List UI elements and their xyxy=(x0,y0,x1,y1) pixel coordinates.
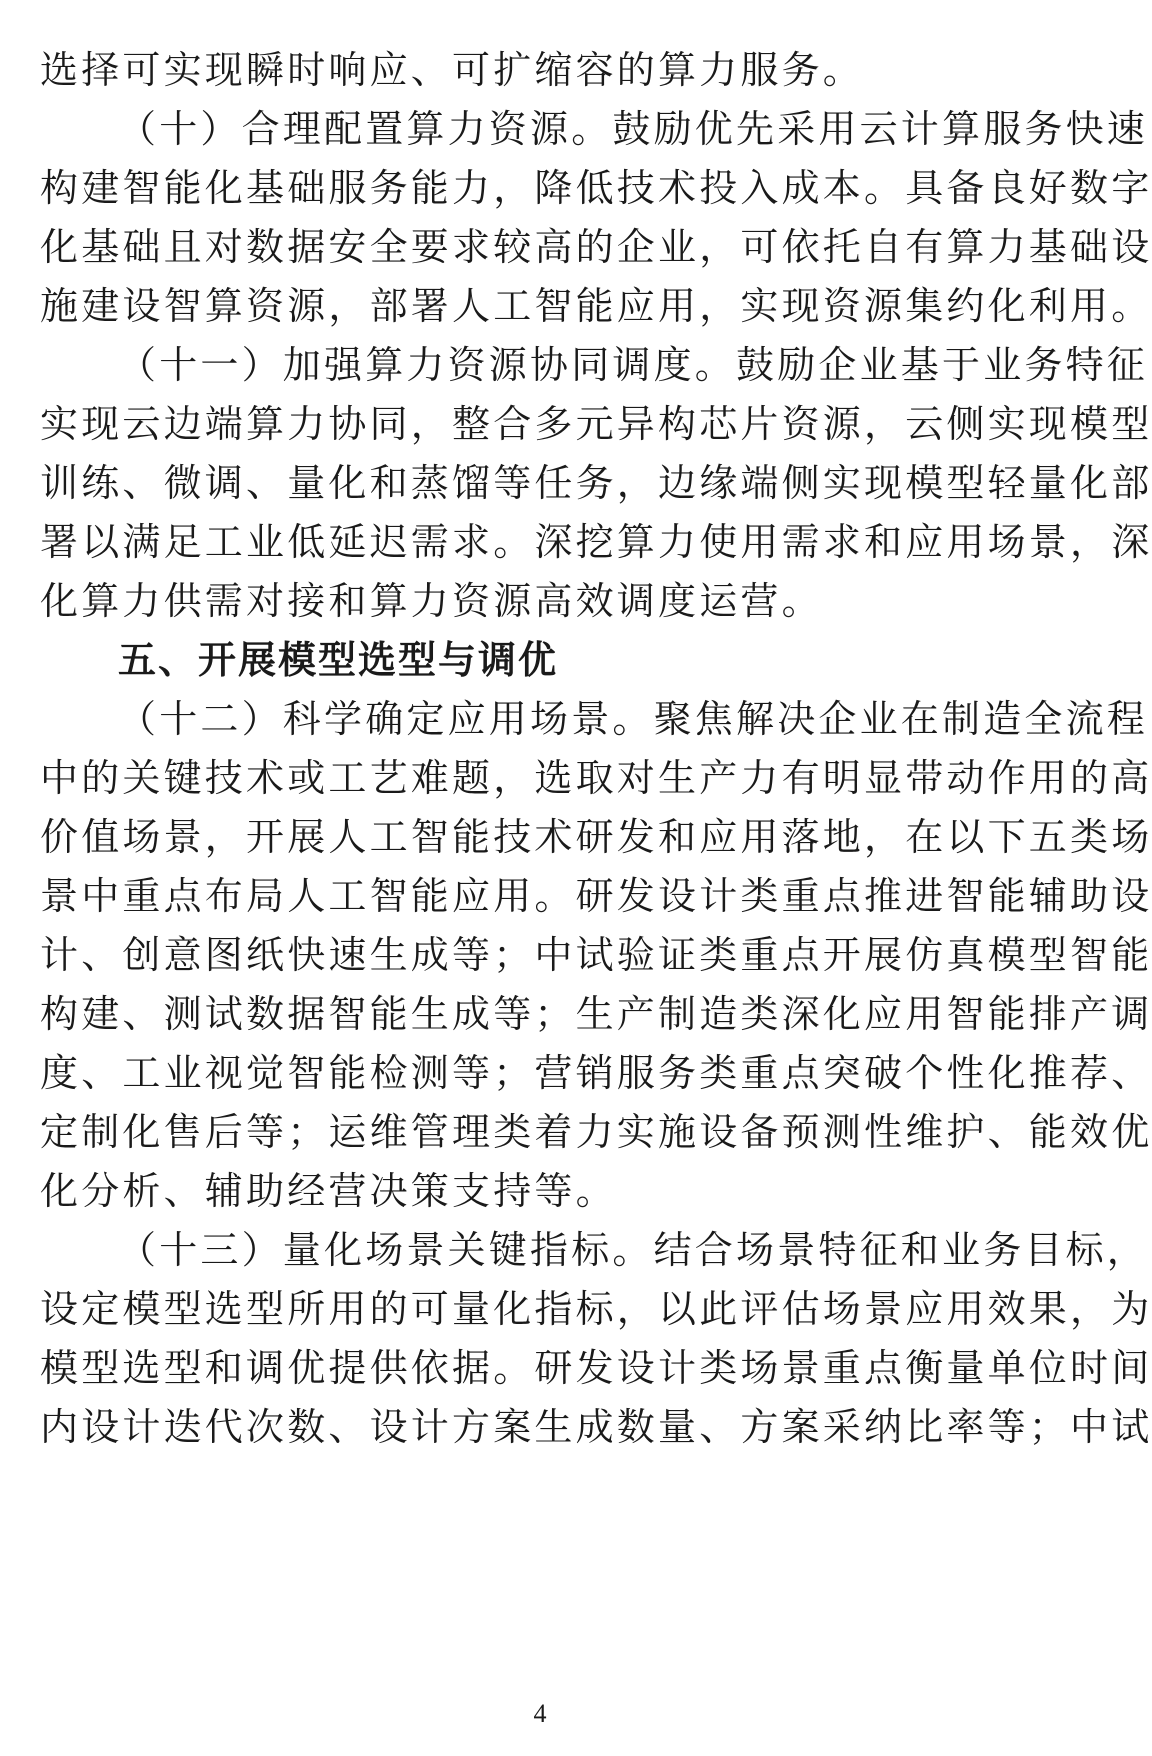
text-line: 化分析、辅助经营决策支持等。 xyxy=(40,1169,617,1213)
text-line: 化算力供需对接和算力资源高效调度运营。 xyxy=(40,579,823,623)
text-line: 度、工业视觉智能检测等；营销服务类重点突破个性化推荐、 xyxy=(40,1051,1152,1095)
text-line: 施建设智算资源，部署人工智能应用，实现资源集约化利用。 xyxy=(40,284,1152,328)
page-number: 4 xyxy=(533,1699,547,1728)
paragraph-12-first-line: （十二）科学确定应用场景。聚焦解决企业在制造全流程 xyxy=(118,697,1149,741)
text-line: 实现云边端算力协同，整合多元异构芯片资源，云侧实现模型 xyxy=(40,402,1152,446)
section-heading: 五、开展模型选型与调优 xyxy=(118,638,559,682)
text-line: 价值场景，开展人工智能技术研发和应用落地，在以下五类场 xyxy=(40,815,1152,859)
text-line: 构建、测试数据智能生成等；生产制造类深化应用智能排产调 xyxy=(40,992,1152,1036)
text-line: 计、创意图纸快速生成等；中试验证类重点开展仿真模型智能 xyxy=(40,933,1152,977)
paragraph-11-first-line: （十一）加强算力资源协同调度。鼓励企业基于业务特征 xyxy=(118,343,1149,387)
text-line: 训练、微调、量化和蒸馏等任务，边缘端侧实现模型轻量化部 xyxy=(40,461,1152,505)
text-line: 化基础且对数据安全要求较高的企业，可依托自有算力基础设 xyxy=(40,225,1152,269)
text-line: 构建智能化基础服务能力，降低技术投入成本。具备良好数字 xyxy=(40,166,1152,210)
text-line: 内设计迭代次数、设计方案生成数量、方案采纳比率等；中试 xyxy=(40,1405,1152,1449)
text-line: 设定模型选型所用的可量化指标，以此评估场景应用效果，为 xyxy=(40,1287,1152,1331)
paragraph-13-first-line: （十三）量化场景关键指标。结合场景特征和业务目标， xyxy=(118,1228,1149,1272)
text-line: 选择可实现瞬时响应、可扩缩容的算力服务。 xyxy=(40,48,865,92)
text-line: 中的关键技术或工艺难题，选取对生产力有明显带动作用的高 xyxy=(40,756,1152,800)
text-line: 模型选型和调优提供依据。研发设计类场景重点衡量单位时间 xyxy=(40,1346,1152,1390)
paragraph-10-first-line: （十）合理配置算力资源。鼓励优先采用云计算服务快速 xyxy=(118,107,1149,151)
text-line: 定制化售后等；运维管理类着力实施设备预测性维护、能效优 xyxy=(40,1110,1152,1154)
text-line: 署以满足工业低延迟需求。深挖算力使用需求和应用场景，深 xyxy=(40,520,1152,564)
text-line: 景中重点布局人工智能应用。研发设计类重点推进智能辅助设 xyxy=(40,874,1152,918)
